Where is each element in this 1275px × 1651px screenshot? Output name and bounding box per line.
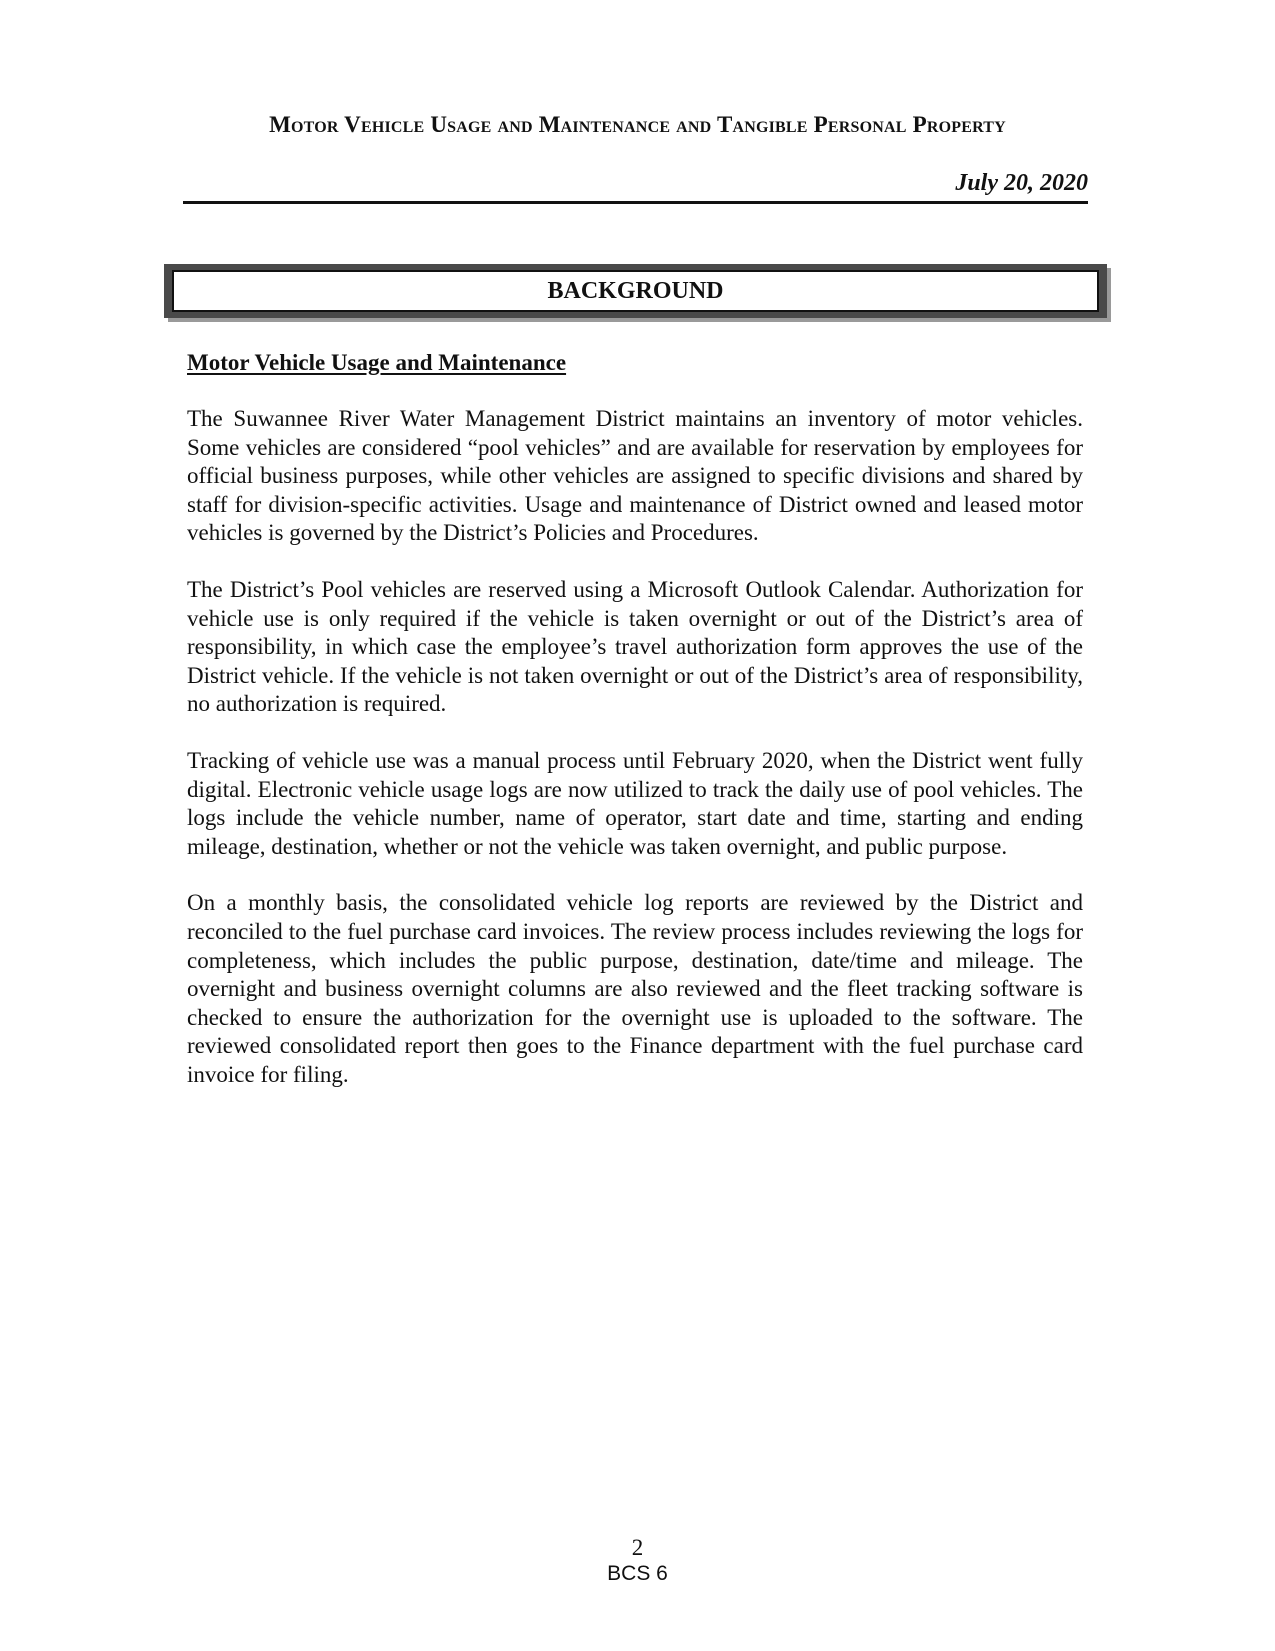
- section-heading: BACKGROUND: [172, 270, 1099, 312]
- page-number: 2: [631, 1535, 644, 1560]
- paragraph: Tracking of vehicle use was a manual process until February 2020, when the District went fully digital. Electronic vehicle usage logs are now utilized to track the daily use of pool vehicles. The logs include the vehicle number, name of operator, start date and time, starting and ending mileage, destination, whether or not the vehicle was taken overnight, and public purpose.: [187, 747, 1083, 859]
- running-header-title: Motor Vehicle Usage and Maintenance and Tangible Personal Property: [269, 112, 1006, 137]
- report-date: July 20, 2020: [955, 170, 1088, 196]
- paragraph: The Suwannee River Water Management District maintains an inventory of motor vehicles. Some vehicles are considered “pool vehicles” and are available for reservation by employees for official business purposes, while other vehicles are assigned to specific divisions and shared by staff for division-specific activities. Usage and maintenance of District owned and leased motor vehicles is governed by the District’s Policies and Procedures.: [187, 406, 1083, 546]
- paragraph: The District’s Pool vehicles are reserved using a Microsoft Outlook Calendar. Authorization for vehicle use is only required if the vehicle is taken overnight or out of the District’s area of responsibility, in which case the employee’s travel authorization form approves the use of the District vehicle. If the vehicle is not taken overnight or out of the District’s area of responsibility, no authorization is required.: [187, 576, 1083, 717]
- section-heading-box: [164, 264, 1107, 318]
- document-code: BCS 6: [607, 1562, 668, 1585]
- body-text: [187, 405, 1083, 1117]
- subsection-heading: Motor Vehicle Usage and Maintenance: [187, 350, 567, 375]
- header-divider: [183, 201, 1088, 204]
- paragraph: On a monthly basis, the consolidated vehicle log reports are reviewed by the District and reconciled to the fuel purchase card invoices. The review process includes reviewing the logs for completeness, which includes the public purpose, destination, date/time and mileage. The overnight and business overnight columns are also reviewed and the fleet tracking software is checked to ensure the authorization for the overnight use is uploaded to the software. The reviewed consolidated report then goes to the Finance department with the fuel purchase card invoice for filing.: [187, 890, 1083, 1087]
